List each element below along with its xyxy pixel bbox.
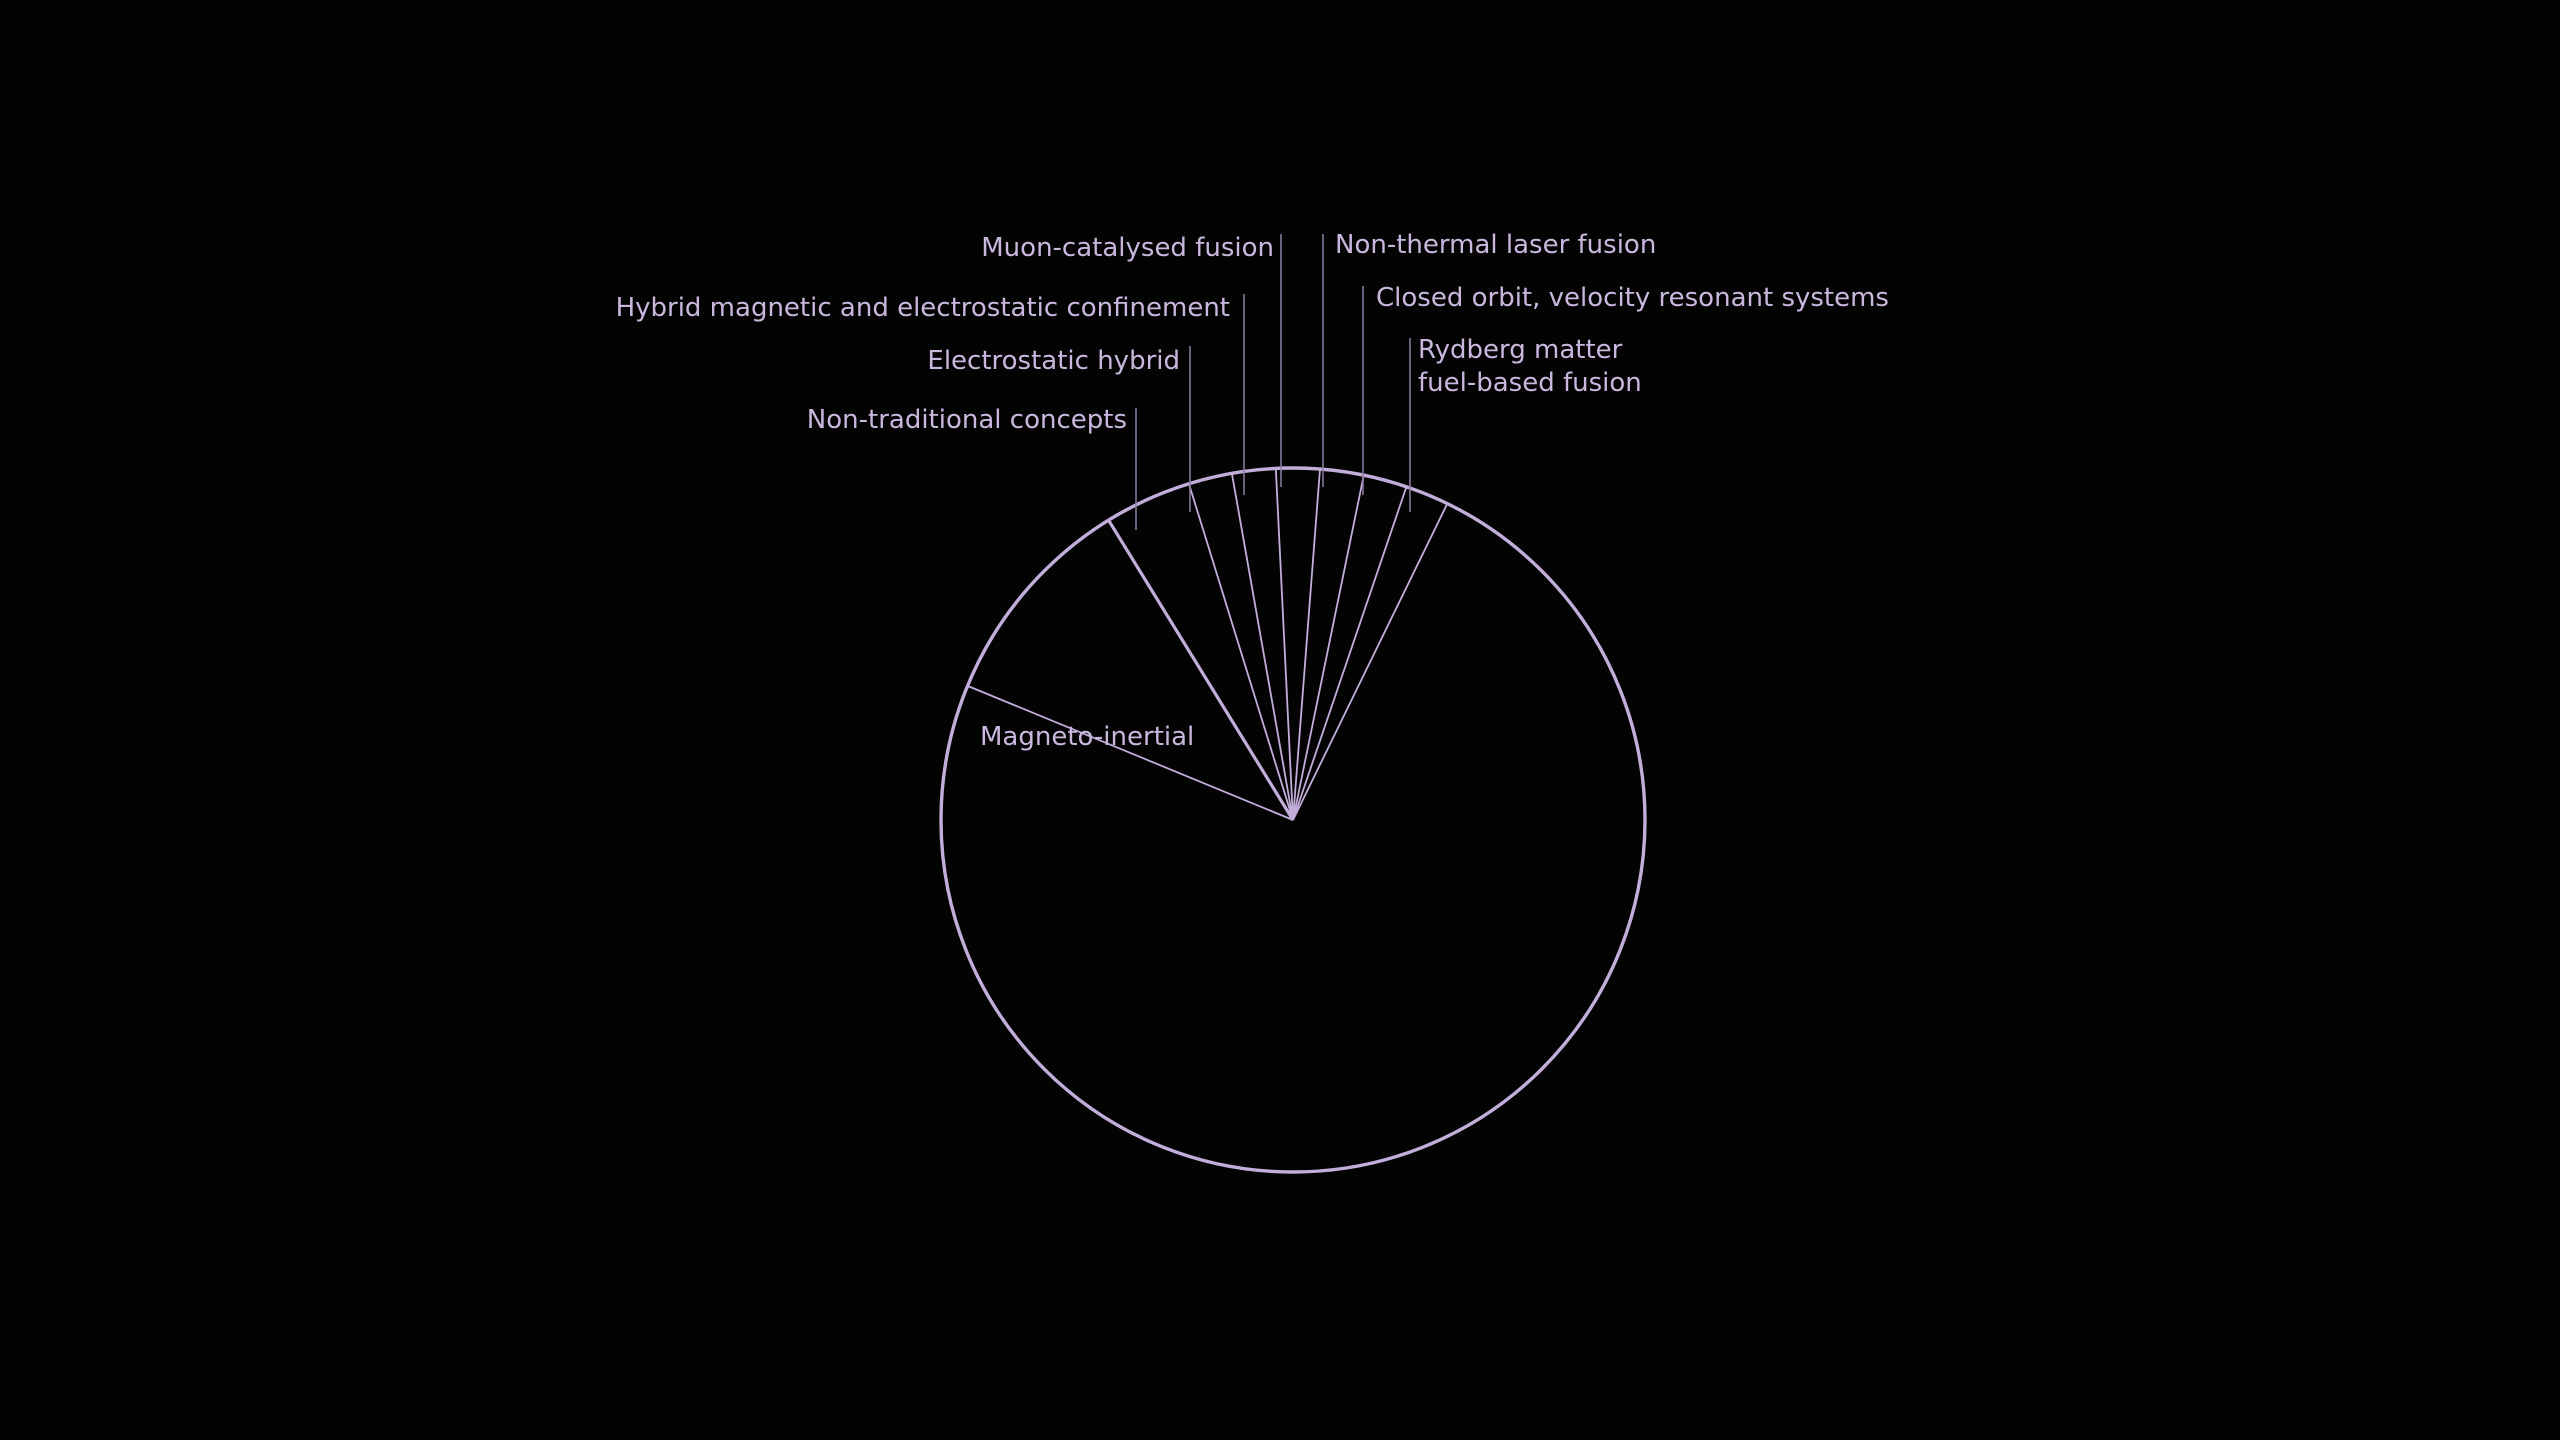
label-leaders <box>1136 234 1410 530</box>
slice-label <box>980 722 1194 752</box>
slice-boundary <box>1293 469 1320 820</box>
slice-label-line: Non-thermal laser fusion <box>1335 230 1657 260</box>
slice-boundary <box>1293 487 1406 820</box>
slice-label <box>807 405 1127 435</box>
slice-label-line: Hybrid magnetic and electrostatic confinement <box>615 293 1230 323</box>
slice-label-line: Magneto-inertial <box>980 722 1195 752</box>
slice-label-line: Muon-catalysed fusion <box>981 233 1274 263</box>
slice-label-line: Rydberg matter <box>1418 335 1623 365</box>
slice-label <box>1376 283 1889 313</box>
slice-label-line: Electrostatic hybrid <box>927 346 1180 376</box>
slice-boundaries <box>968 468 1448 820</box>
slice-boundary <box>1293 504 1447 820</box>
slice-label-line: Non-traditional concepts <box>806 405 1127 435</box>
slice-boundary <box>1109 520 1293 820</box>
slice-label <box>616 293 1230 323</box>
slice-boundary <box>968 686 1293 820</box>
slice-label <box>981 233 1274 263</box>
slice-boundary <box>1293 475 1364 820</box>
slice-label <box>1418 335 1642 398</box>
slice-label <box>927 346 1180 376</box>
slice-label-line: Closed orbit, velocity resonant systems <box>1376 283 1889 313</box>
slice-boundary <box>1189 484 1293 820</box>
slice-labels <box>616 230 1889 752</box>
slice-label-line: fuel-based fusion <box>1418 368 1642 398</box>
slice-label <box>1335 230 1656 260</box>
